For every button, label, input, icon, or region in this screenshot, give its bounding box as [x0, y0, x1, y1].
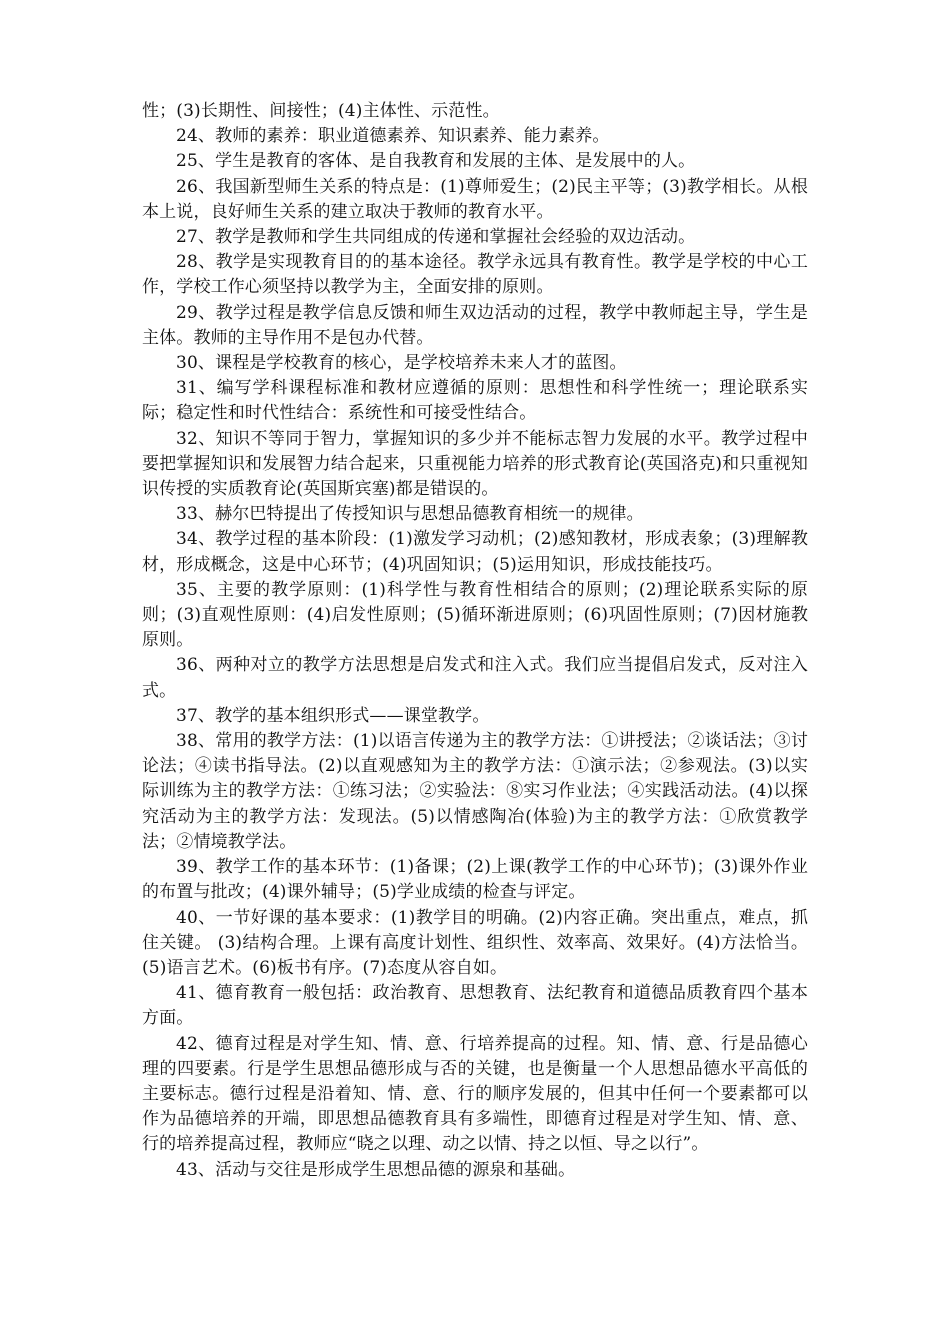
paragraph-33: 33、赫尔巴特提出了传授知识与思想品德教育相统一的规律。 [176, 504, 644, 525]
paragraph-30: 30、课程是学校教育的核心，是学校培养未来人才的蓝图。 [176, 353, 627, 374]
paragraph-38: 38、常用的教学方法：(1)以语言传递为主的教学方法：①讲授法；②谈话法；③讨论法；④读书指导法。(2)以直观感知为主的教学方法：①演示法；②参观法。(3)以实际训练为主的教学方法：①练习法；②实验法：⑧实习作业法；④实践活动法。(4)以探究活动为主的教学方法：发现法。(5)以情感陶冶(体验)为主的教学方法：①欣赏教学法；②情境教学法。 [142, 731, 808, 852]
paragraph-39: 39、教学工作的基本环节：(1)备课；(2)上课(教学工作的中心环节)；(3)课外作业的布置与批改；(4)课外辅导；(5)学业成绩的检查与评定。 [142, 857, 808, 903]
paragraph-29: 29、教学过程是教学信息反馈和师生双边活动的过程，教学中教师起主导，学生是主体。教师的主导作用不是包办代替。 [142, 302, 808, 348]
paragraph-28: 28、教学是实现教育目的的基本途径。教学永远具有教育性。教学是学校的中心工作，学校工作心须坚持以教学为主，全面安排的原则。 [142, 252, 808, 298]
paragraph-34: 34、教学过程的基本阶段：(1)激发学习动机；(2)感知教材，形成表象；(3)理解教材，形成概念，这是中心环节；(4)巩固知识；(5)运用知识，形成技能技巧。 [142, 529, 808, 575]
paragraph-27: 27、教学是教师和学生共同组成的传递和掌握社会经验的双边活动。 [176, 227, 696, 248]
paragraph-25: 25、学生是教育的客体、是自我教育和发展的主体、是发展中的人。 [176, 151, 696, 172]
paragraph-40: 40、一节好课的基本要求：(1)教学目的明确。(2)内容正确。突出重点，难点，抓住关键。 (3)结构合理。上课有高度计划性、组织性、效率高、效果好。(4)方法恰当。(5)语言艺术。(6)板书有序。(7)态度从容自如。 [142, 907, 808, 978]
paragraph-37: 37、教学的基本组织形式——课堂教学。 [176, 705, 490, 726]
paragraph-35: 35、主要的教学原则：(1)科学性与教育性相结合的原则；(2)理论联系实际的原则；(3)直观性原则：(4)启发性原则；(5)循环渐进原则；(6)巩固性原则；(7)因材施教原则。 [142, 579, 808, 651]
paragraph-36: 36、两种对立的教学方法思想是启发式和注入式。我们应当提倡启发式，反对注入式。 [142, 655, 808, 701]
paragraph-31: 31、编写学科课程标准和教材应遵循的原则：思想性和科学性统一；理论联系实际；稳定性和时代性结合：系统性和可接受性结合。 [142, 378, 808, 424]
paragraph-32: 32、知识不等同于智力，掌握知识的多少并不能标志智力发展的水平。教学过程中要把掌握知识和发展智力结合起来，只重视能力培养的形式教育论(英国洛克)和只重视知识传授的实质教育论(英国斯宾塞)都是错误的。 [142, 428, 808, 500]
paragraph-43: 43、活动与交往是形成学生思想品德的源泉和基础。 [176, 1159, 576, 1180]
paragraph-26: 26、我国新型师生关系的特点是：(1)尊师爱生；(2)民主平等；(3)教学相长。从根本上说，良好师生关系的建立取决于教师的教育水平。 [142, 176, 808, 222]
paragraph-24: 24、教师的素养：职业道德素养、知识素养、能力素养。 [176, 126, 610, 147]
paragraph-continuation: 性；(3)长期性、间接性；(4)主体性、示范性。 [142, 101, 500, 121]
paragraph-41: 41、德育教育一般包括：政治教育、思想教育、法纪教育和道德品质教育四个基本方面。 [142, 983, 808, 1029]
paragraph-42: 42、德育过程是对学生知、情、意、行培养提高的过程。知、情、意、行是品德心理的四要素。行是学生思想品德形成与否的关键，也是衡量一个人思想品德水平高低的主要标志。德行过程是沿着知、情、意、行的顺序发展的，但其中任何一个要素都可以作为品德培养的开端，即思想品德教育具有多端性，即德育过程是对学生知、情、意、行的培养提高过程，教师应“晓之以理、动之以情、持之以恒、导之以行”。 [142, 1033, 808, 1155]
